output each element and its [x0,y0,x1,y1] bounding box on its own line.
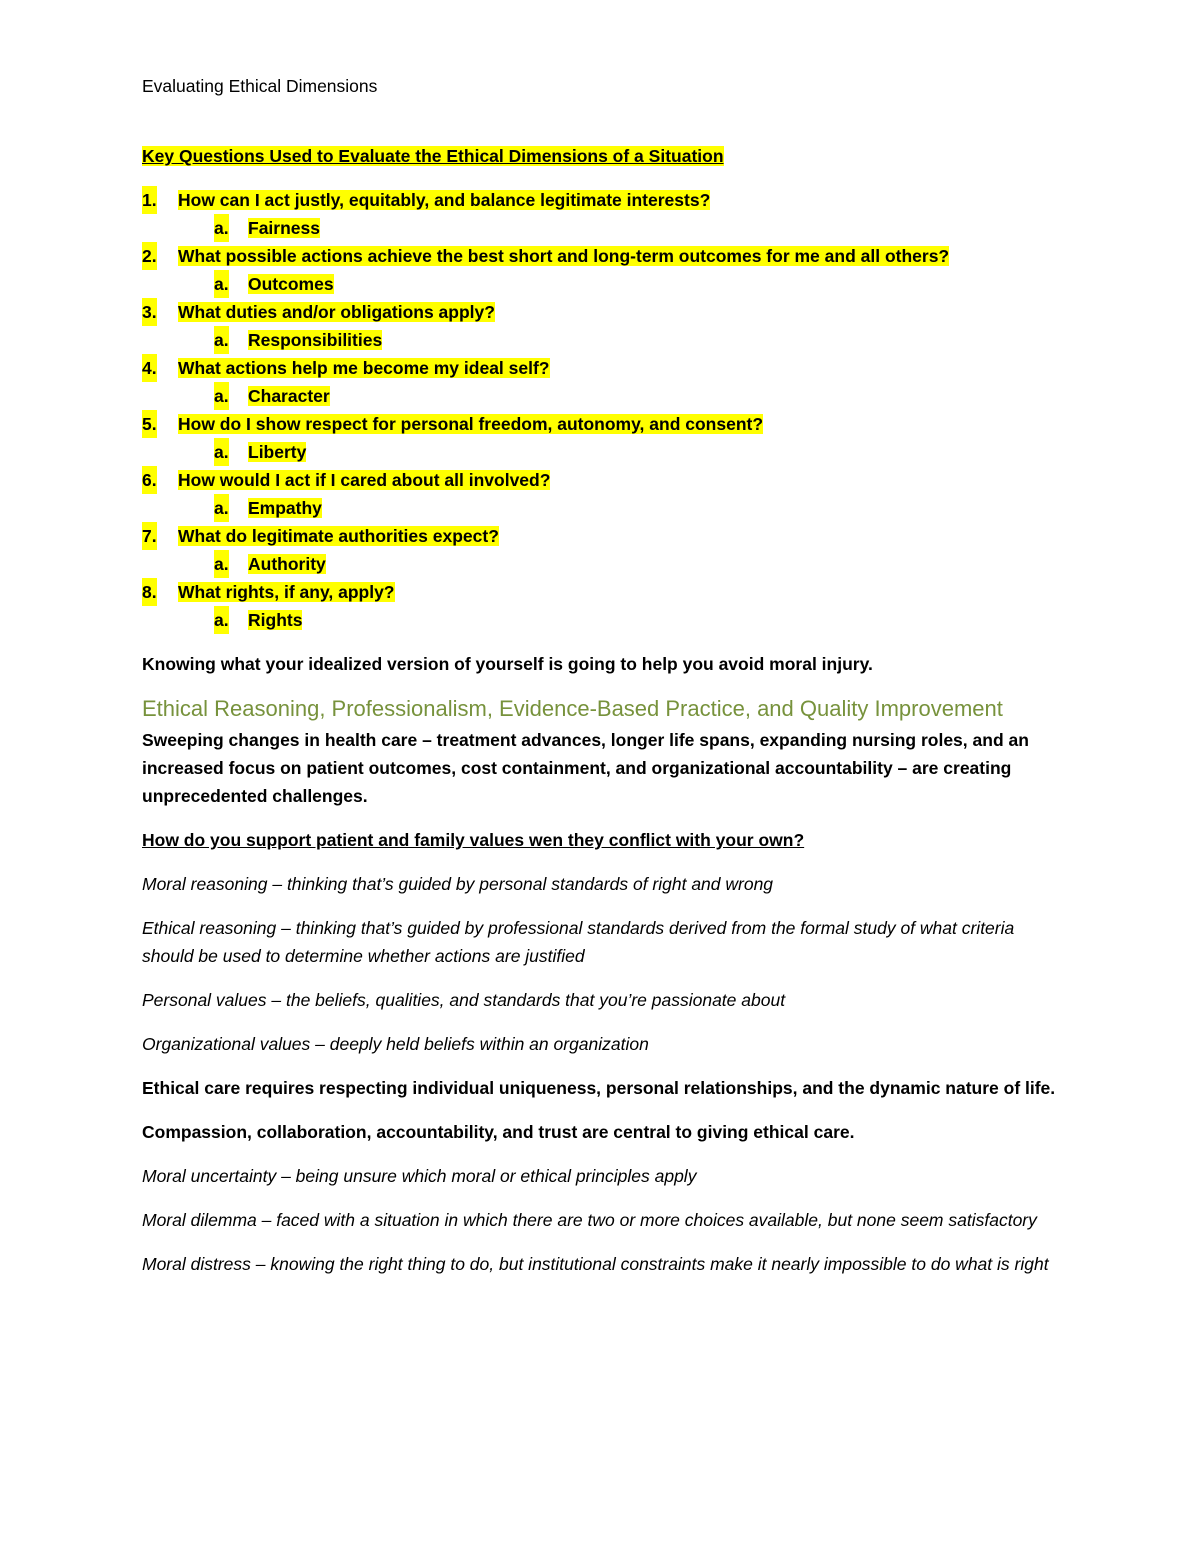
question-text: What duties and/or obligations apply? [178,302,495,322]
subitem-letter: a. [214,438,229,466]
organizational-values-definition: Organizational values – deeply held beliefs within an organization [142,1034,649,1054]
questions-list [142,186,1062,634]
subitem-letter: a. [214,494,229,522]
question-text: How would I act if I cared about all involved? [178,470,551,490]
question-item [108,354,1062,382]
moral-dilemma-definition: Moral dilemma – faced with a situation in which there are two or more choices available, but none seem satisfactory [142,1210,1037,1230]
question-text: What actions help me become my ideal self? [178,358,550,378]
question-subitem [108,214,1062,242]
question-subitem [108,270,1062,298]
subitem-text: Outcomes [248,274,334,294]
question-text: What possible actions achieve the best short and long-term outcomes for me and all others? [178,246,950,266]
question-item [108,410,1062,438]
question-number: 7. [142,522,157,550]
question-item [108,242,1062,270]
question-number: 1. [142,186,157,214]
subitem-text: Authority [248,554,326,574]
sweeping-changes-paragraph: Sweeping changes in health care – treatment advances, longer life spans, expanding nursing roles, and an increased focus on patient outcomes, cost containment, and organizational accountability – are creating unprecedented challenges. [142,730,1029,806]
question-number: 3. [142,298,157,326]
question-subitem [108,438,1062,466]
compassion-statement: Compassion, collaboration, accountability, and trust are central to giving ethical care. [142,1122,855,1142]
moral-uncertainty-definition: Moral uncertainty – being unsure which moral or ethical principles apply [142,1166,697,1186]
ethical-reasoning-definition: Ethical reasoning – thinking that’s guided by professional standards derived from the formal study of what criteria should be used to determine whether actions are justified [142,918,1015,966]
subitem-text: Rights [248,610,303,630]
subitem-text: Responsibilities [248,330,383,350]
subitem-text: Liberty [248,442,307,462]
key-questions-heading [142,142,1062,170]
question-subitem [108,606,1062,634]
question-text: What do legitimate authorities expect? [178,526,499,546]
ethical-care-statement: Ethical care requires respecting individual uniqueness, personal relationships, and the dynamic nature of life. [142,1078,1056,1098]
subitem-text: Fairness [248,218,320,238]
question-subitem [108,326,1062,354]
subitem-letter: a. [214,550,229,578]
subitem-text: Empathy [248,498,322,518]
subitem-letter: a. [214,382,229,410]
question-item [108,466,1062,494]
question-subitem [108,494,1062,522]
section-heading: Ethical Reasoning, Professionalism, Evidence-Based Practice, and Quality Improvement [142,696,1003,721]
question-item [108,522,1062,550]
question-number: 6. [142,466,157,494]
question-subitem [108,550,1062,578]
subitem-letter: a. [214,270,229,298]
subitem-letter: a. [214,606,229,634]
key-questions-heading-text: Key Questions Used to Evaluate the Ethical Dimensions of a Situation [142,146,724,166]
moral-injury-statement: Knowing what your idealized version of yourself is going to help you avoid moral injury. [142,654,873,674]
moral-reasoning-definition: Moral reasoning – thinking that’s guided by personal standards of right and wrong [142,874,774,894]
subitem-letter: a. [214,326,229,354]
document-title: Evaluating Ethical Dimensions [142,76,378,96]
question-subitem [108,382,1062,410]
subitem-text: Character [248,386,330,406]
question-text: What rights, if any, apply? [178,582,395,602]
question-number: 5. [142,410,157,438]
personal-values-definition: Personal values – the beliefs, qualities, and standards that you’re passionate about [142,990,786,1010]
question-item [108,186,1062,214]
question-item [108,578,1062,606]
question-text: How can I act justly, equitably, and balance legitimate interests? [178,190,711,210]
question-text: How do I show respect for personal freedom, autonomy, and consent? [178,414,764,434]
question-item [108,298,1062,326]
subitem-letter: a. [214,214,229,242]
document-page [142,72,1062,1278]
question-number: 8. [142,578,157,606]
question-number: 2. [142,242,157,270]
moral-distress-definition: Moral distress – knowing the right thing to do, but institutional constraints make it nearly impossible to do what is right [142,1254,1049,1274]
support-values-question: How do you support patient and family values wen they conflict with your own? [142,830,805,850]
question-number: 4. [142,354,157,382]
